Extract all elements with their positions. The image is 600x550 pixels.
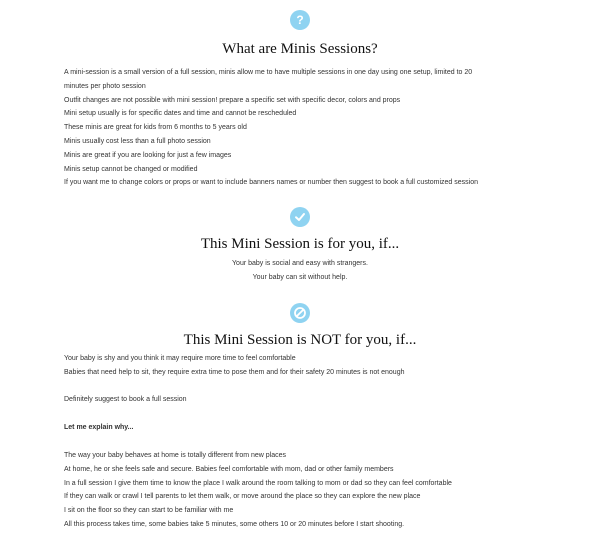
section3-list-b <box>64 449 536 532</box>
section1-line: Minis setup cannot be changed or modified <box>64 165 198 173</box>
section3-line: I sit on the floor so they can start to be familiar with me <box>64 507 234 515</box>
suggest-full-session-text: Definitely suggest to book a full session <box>64 396 187 404</box>
section2-heading: This Mini Session is for you, if... <box>200 236 400 253</box>
section3-suggest-block <box>64 393 536 407</box>
section1-line: If you want me to change colors or props or want to include banners names or number then suggest to book a full customized session <box>64 179 479 187</box>
svg-text:?: ? <box>296 13 304 27</box>
section1-heading: What are Minis Sessions? <box>222 41 378 57</box>
check-icon <box>290 207 310 227</box>
section1-line: Minis are great if you are looking for just a few images <box>64 151 232 159</box>
section1-line: A mini-session is a small version of a full session, minis allow me to have multiple sessions in one day using one setup, limited to 20 <box>64 69 473 76</box>
section3-list-a <box>64 352 536 380</box>
section2-list <box>64 257 536 285</box>
prohibited-icon <box>290 303 310 323</box>
section2-line: Your baby is social and easy with strangers. <box>232 260 368 268</box>
section2-icon-wrap <box>0 190 600 227</box>
section3-line: At home, he or she feels safe and secure. Babies feel comfortable with mom, dad or other family members <box>64 465 394 473</box>
section3-line: If they can walk or crawl I tell parents to let them walk, or move around the place so they can explore the new place <box>64 493 421 501</box>
section1-list <box>64 66 536 190</box>
section3-line: The way your baby behaves at home is totally different from new places <box>64 451 287 459</box>
section-what-are-minis <box>0 0 600 190</box>
section3-line: Your baby is shy and you think it may require more time to feel comfortable <box>64 354 296 362</box>
section3-heading: This Mini Session is NOT for you, if... <box>183 331 417 348</box>
section2-line: Your baby can sit without help. <box>252 273 348 281</box>
section-not-for-you <box>0 285 600 532</box>
section1-line: These minis are great for kids from 6 months to 5 years old <box>64 124 247 132</box>
section1-line: Minis usually cost less than a full photo session <box>64 137 211 145</box>
section3-line: In a full session I give them time to know the place I walk around the room talking to mom or dad so they can feel comfortable <box>64 479 452 487</box>
section-for-you <box>0 190 600 285</box>
question-icon <box>290 10 310 30</box>
section1-line: Mini setup usually is for specific dates and time and cannot be rescheduled <box>64 110 297 118</box>
explain-why-heading: Let me explain why... <box>64 424 134 432</box>
section3-line: Babies that need help to sit, they require extra time to pose them and for their safety 20 minutes is not enough <box>64 368 405 376</box>
section3-line: All this process takes time, some babies take 5 minutes, some others 10 or 20 minutes before I start shooting. <box>64 520 405 528</box>
section1-line: minutes per photo session <box>64 82 146 90</box>
section1-icon-wrap <box>0 0 600 30</box>
section1-line: Outfit changes are not possible with mini session! prepare a specific set with specific decor, colors and props <box>64 96 401 104</box>
section3-icon-wrap <box>0 285 600 323</box>
section3-explain-block <box>64 421 536 435</box>
